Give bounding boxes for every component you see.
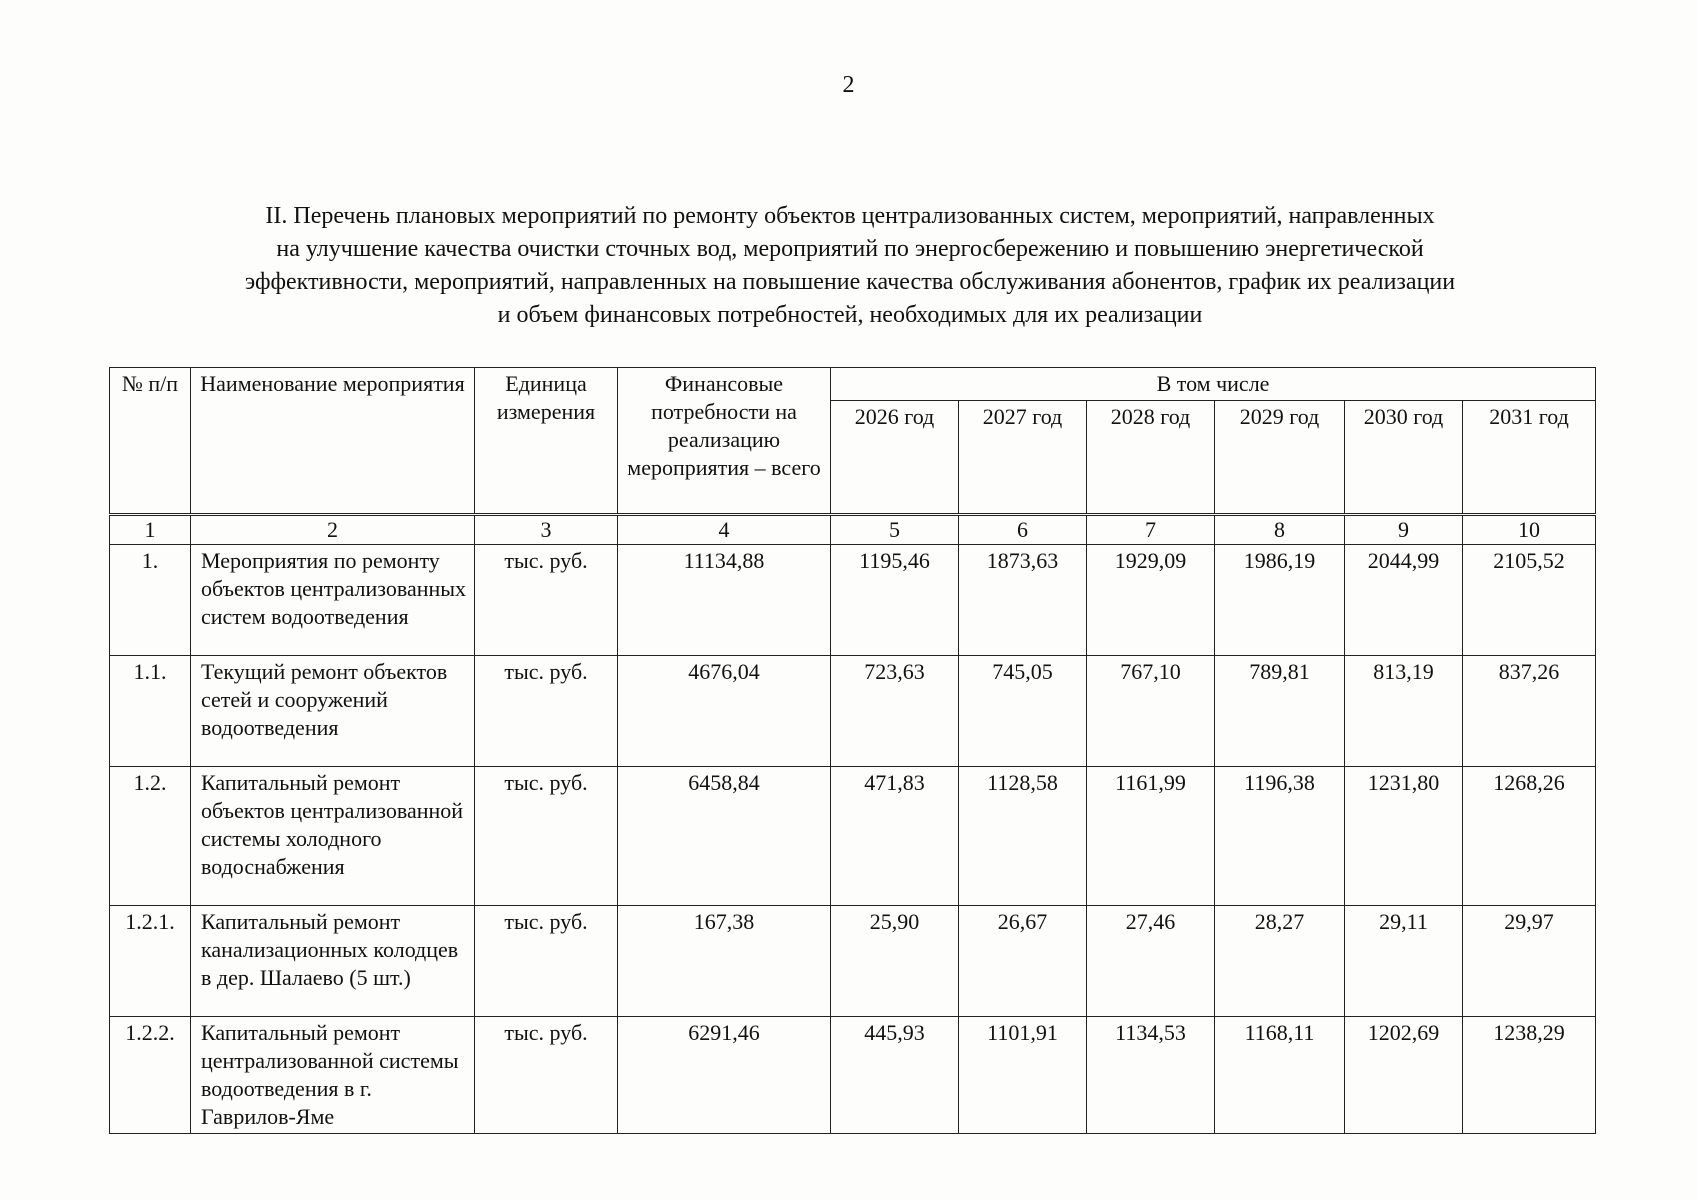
column-index: 3 [475,515,618,545]
measure-total: 6458,84 [618,767,831,906]
year-value: 789,81 [1215,656,1345,767]
table-row [110,545,1596,656]
year-value: 1134,53 [1087,1017,1215,1134]
year-value: 1195,46 [831,545,959,656]
year-value: 767,10 [1087,656,1215,767]
header-no: № п/п [110,368,191,515]
title-line: и объем финансовых потребностей, необходимых для их реализации [497,302,1203,328]
title-line: эффективности, мероприятий, направленных на повышение качества обслуживания абонентов, график их реализации [244,269,1456,295]
column-index: 8 [1215,515,1345,545]
year-value: 26,67 [959,906,1087,1017]
measure-name: Капитальный ремонт централизованной системы водоотведения в г. Гаврилов-Яме [191,1017,475,1134]
table-row [110,656,1596,767]
year-value: 1231,80 [1345,767,1463,906]
table-row [110,767,1596,906]
measure-unit: тыс. руб. [475,906,618,1017]
title-line: II. Перечень плановых мероприятий по ремонту объектов централизованных систем, мероприятий, направленных [265,203,1435,229]
year-value: 1929,09 [1087,545,1215,656]
year-value: 29,97 [1463,906,1596,1017]
year-value: 1196,38 [1215,767,1345,906]
year-value: 1168,11 [1215,1017,1345,1134]
measure-unit: тыс. руб. [475,656,618,767]
measure-total: 6291,46 [618,1017,831,1134]
measure-total: 167,38 [618,906,831,1017]
row-number: 1.2.1. [110,906,191,1017]
year-value: 27,46 [1087,906,1215,1017]
year-value: 28,27 [1215,906,1345,1017]
header-year: 2030 год [1345,401,1463,515]
measure-name: Мероприятия по ремонту объектов централизованных систем водоотведения [191,545,475,656]
year-value: 25,90 [831,906,959,1017]
row-number: 1.2. [110,767,191,906]
header-year: 2027 год [959,401,1087,515]
header-unit: Единица измерения [475,368,618,515]
header-name: Наименование мероприятия [191,368,475,515]
year-value: 1268,26 [1463,767,1596,906]
column-index: 7 [1087,515,1215,545]
page-number: 2 [842,72,855,98]
year-value: 29,11 [1345,906,1463,1017]
table-row [110,1017,1596,1134]
measure-total: 11134,88 [618,545,831,656]
header-year: 2029 год [1215,401,1345,515]
year-value: 1161,99 [1087,767,1215,906]
year-value: 1101,91 [959,1017,1087,1134]
year-value: 745,05 [959,656,1087,767]
column-index: 10 [1463,515,1596,545]
year-value: 723,63 [831,656,959,767]
column-index: 4 [618,515,831,545]
year-value: 1238,29 [1463,1017,1596,1134]
header-year: 2026 год [831,401,959,515]
table-row [110,906,1596,1017]
column-index: 2 [191,515,475,545]
header-total: Финансовые потребности на реализацию мероприятия – всего [618,368,831,515]
row-number: 1. [110,545,191,656]
year-value: 813,19 [1345,656,1463,767]
column-index: 5 [831,515,959,545]
document-title [120,200,1580,332]
year-value: 837,26 [1463,656,1596,767]
measure-name: Капитальный ремонт канализационных колодцев в дер. Шалаево (5 шт.) [191,906,475,1017]
measure-unit: тыс. руб. [475,1017,618,1134]
header-year: 2031 год [1463,401,1596,515]
column-index: 1 [110,515,191,545]
measure-name: Текущий ремонт объектов сетей и сооружений водоотведения [191,656,475,767]
row-number: 1.1. [110,656,191,767]
year-value: 1128,58 [959,767,1087,906]
measure-name: Капитальный ремонт объектов централизованной системы холодного водоснабжения [191,767,475,906]
header-year: 2028 год [1087,401,1215,515]
year-value: 1202,69 [1345,1017,1463,1134]
row-number: 1.2.2. [110,1017,191,1134]
column-index: 6 [959,515,1087,545]
measures-table [109,367,1596,1134]
year-value: 1986,19 [1215,545,1345,656]
year-value: 471,83 [831,767,959,906]
year-value: 445,93 [831,1017,959,1134]
year-value: 2105,52 [1463,545,1596,656]
title-line: на улучшение качества очистки сточных вод, мероприятий по энергосбережению и повышению энергетической [276,236,1424,262]
measure-unit: тыс. руб. [475,767,618,906]
measure-total: 4676,04 [618,656,831,767]
measure-unit: тыс. руб. [475,545,618,656]
year-value: 1873,63 [959,545,1087,656]
year-value: 2044,99 [1345,545,1463,656]
column-index-row [110,515,1596,545]
column-index: 9 [1345,515,1463,545]
header-including: В том числе [831,368,1596,401]
